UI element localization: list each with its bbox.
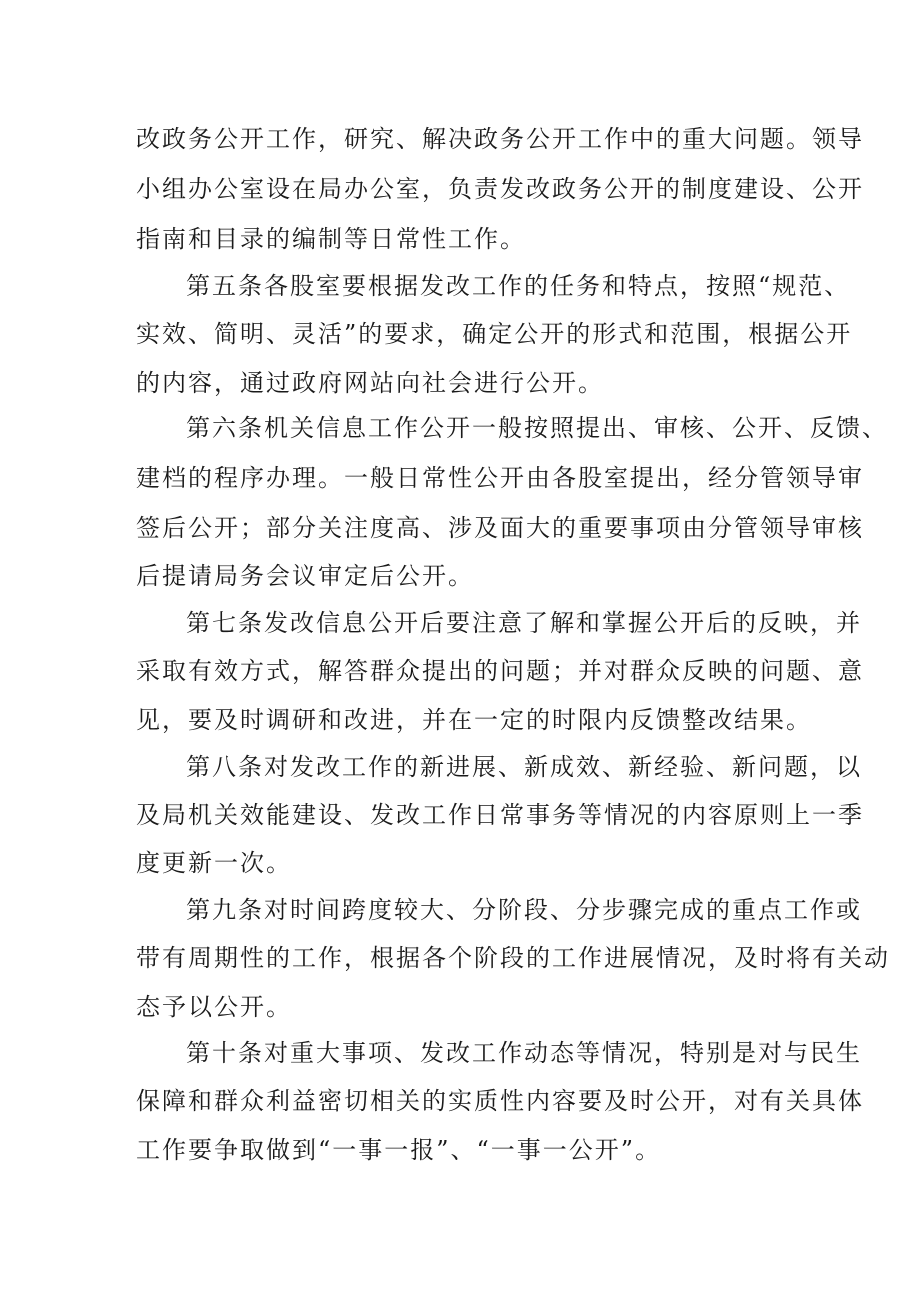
text-line: 第九条对时间跨度较大、分阶段、分步骤完成的重点工作或 <box>186 896 862 924</box>
text-line: 改政务公开工作，研究、解决政务公开工作中的重大问题。领导 <box>136 125 864 153</box>
text-line: 指南和目录的编制等日常性工作。 <box>136 225 526 253</box>
text-line: 建档的程序办理。一般日常性公开由各股室提出，经分管领导审 <box>136 464 864 492</box>
text-line: 第八条对发改工作的新进展、新成效、新经验、新问题，以 <box>186 753 862 781</box>
text-line: 实效、简明、灵活”的要求，确定公开的形式和范围，根据公开 <box>136 320 853 348</box>
text-line: 度更新一次。 <box>136 849 292 877</box>
text-line: 第五条各股室要根据发改工作的任务和特点，按照“规范、 <box>186 272 851 300</box>
text-line: 第七条发改信息公开后要注意了解和掌握公开后的反映，并 <box>186 609 862 637</box>
text-line: 态予以公开。 <box>136 993 292 1021</box>
text-line: 小组办公室设在局办公室，负责发改政务公开的制度建设、公开 <box>136 175 864 203</box>
text-line: 见，要及时调研和改进，并在一定的时限内反馈整改结果。 <box>136 706 812 734</box>
text-line: 第十条对重大事项、发改工作动态等情况，特别是对与民生 <box>186 1039 862 1067</box>
text-line: 的内容，通过政府网站向社会进行公开。 <box>136 369 604 397</box>
text-line: 采取有效方式，解答群众提出的问题；并对群众反映的问题、意 <box>136 657 864 685</box>
text-line: 第六条机关信息工作公开一般按照提出、审核、公开、反馈、 <box>186 414 888 442</box>
text-line: 工作要争取做到“一事一报”、“一事一公开”。 <box>136 1136 662 1164</box>
text-line: 带有周期性的工作，根据各个阶段的工作进展情况，及时将有关动 <box>136 944 890 972</box>
text-line: 后提请局务会议审定后公开。 <box>136 562 474 590</box>
text-line: 保障和群众利益密切相关的实质性内容要及时公开，对有关具体 <box>136 1087 864 1115</box>
text-line: 及局机关效能建设、发改工作日常事务等情况的内容原则上一季 <box>136 801 864 829</box>
text-line: 签后公开；部分关注度高、涉及面大的重要事项由分管领导审核 <box>136 514 864 542</box>
